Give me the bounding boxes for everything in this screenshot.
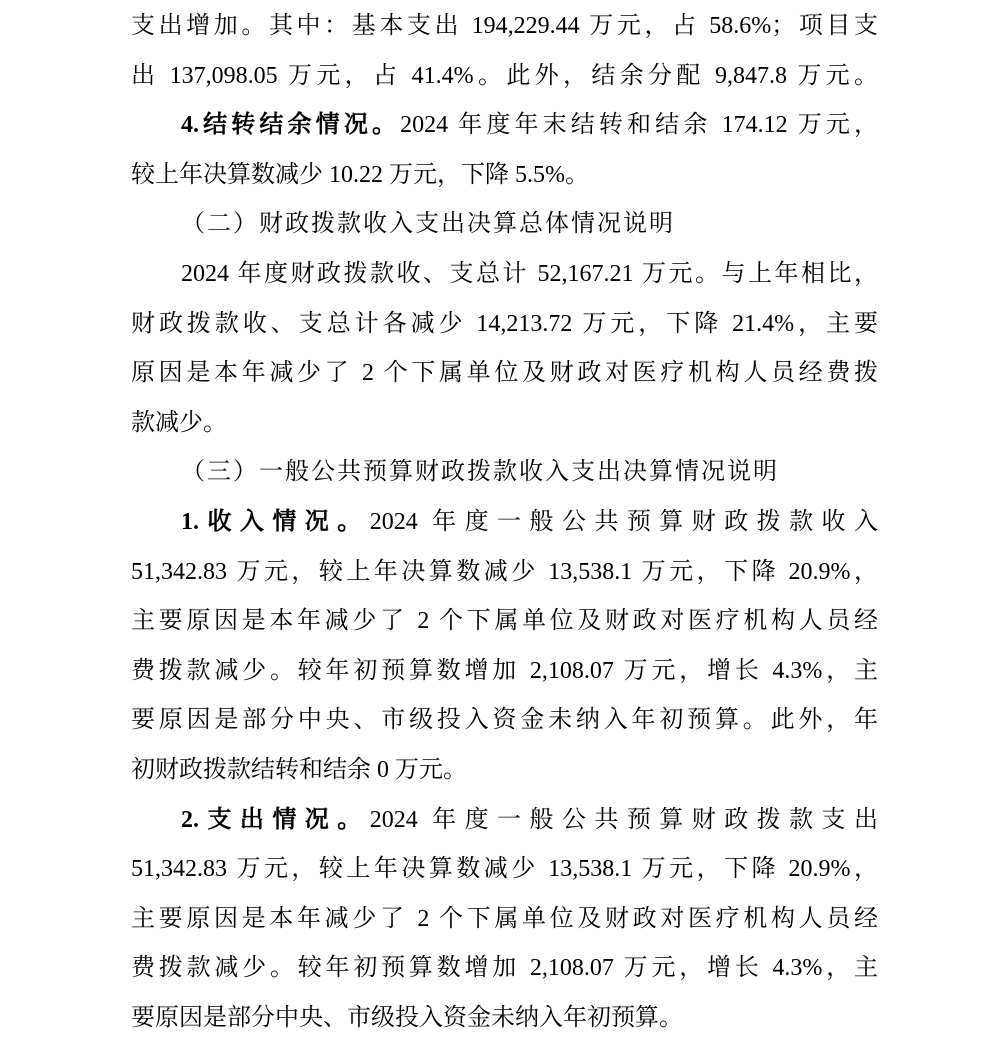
text-line (131, 250, 878, 300)
text-run: 2024 年度一般公共预算财政拨款支出 (369, 806, 878, 833)
text-run: 2024 年度年末结转和结余 174.12 万元， (400, 112, 878, 139)
text-run: 要原因是部分中央、市级投入资金未纳入年初预算。 (131, 1004, 683, 1031)
text-run: 款减少。 (131, 409, 227, 436)
text-run: 初财政拨款结转和结余 0 万元。 (131, 756, 467, 783)
text-line (131, 548, 878, 598)
text-line (131, 994, 878, 1043)
text-run: 51,342.83 万元，较上年决算数减少 13,538.1 万元，下降 20.9%， (131, 558, 878, 585)
document-page (131, 2, 878, 1043)
text-line (131, 498, 878, 548)
text-line (131, 2, 878, 52)
text-run: 2024 年度一般公共预算财政拨款收入 (369, 508, 878, 535)
text-line (131, 349, 878, 399)
text-line (131, 895, 878, 945)
section-heading-run: （三）一般公共预算财政拨款收入支出决算情况说明 (181, 459, 779, 486)
text-line (131, 597, 878, 647)
text-line (131, 101, 878, 151)
bold-heading-run: 4.结转结余情况。 (181, 112, 401, 139)
text-line (131, 300, 878, 350)
text-run: 51,342.83 万元，较上年决算数减少 13,538.1 万元，下降 20.9%， (131, 856, 878, 883)
bold-heading-run: 2.支出情况。 (181, 806, 370, 833)
bold-heading-run: 1.收入情况。 (181, 508, 370, 535)
section-heading-line (131, 448, 878, 498)
text-line (131, 845, 878, 895)
text-run: 支出增加。其中：基本支出 194,229.44 万元，占 58.6%；项目支 (131, 13, 878, 39)
text-run: 2024 年度财政拨款收、支总计 52,167.21 万元。与上年相比， (181, 260, 878, 287)
text-run: 费拨款减少。较年初预算数增加 2,108.07 万元，增长 4.3%，主 (131, 657, 878, 684)
text-run: 出 137,098.05 万元，占 41.4%。此外，结余分配 9,847.8 万元。 (131, 62, 878, 89)
text-line (131, 52, 878, 102)
section-heading-line (131, 200, 878, 250)
text-line (131, 746, 878, 796)
text-run: 原因是本年减少了 2 个下属单位及财政对医疗机构人员经费拨 (131, 360, 878, 387)
text-run: 主要原因是本年减少了 2 个下属单位及财政对医疗机构人员经 (131, 608, 878, 635)
text-run: 较上年决算数减少 10.22 万元，下降 5.5%。 (131, 161, 589, 188)
text-run: 财政拨款收、支总计各减少 14,213.72 万元，下降 21.4%，主要 (131, 310, 878, 337)
text-line (131, 944, 878, 994)
text-line (131, 696, 878, 746)
text-run: 主要原因是本年减少了 2 个下属单位及财政对医疗机构人员经 (131, 905, 878, 932)
text-line (131, 647, 878, 697)
section-heading-run: （二）财政拨款收入支出决算总体情况说明 (181, 211, 675, 238)
text-run: 要原因是部分中央、市级投入资金未纳入年初预算。此外，年 (131, 707, 878, 734)
text-line (131, 151, 878, 201)
text-line (131, 399, 878, 449)
text-run: 费拨款减少。较年初预算数增加 2,108.07 万元，增长 4.3%，主 (131, 955, 878, 982)
text-line (131, 796, 878, 846)
